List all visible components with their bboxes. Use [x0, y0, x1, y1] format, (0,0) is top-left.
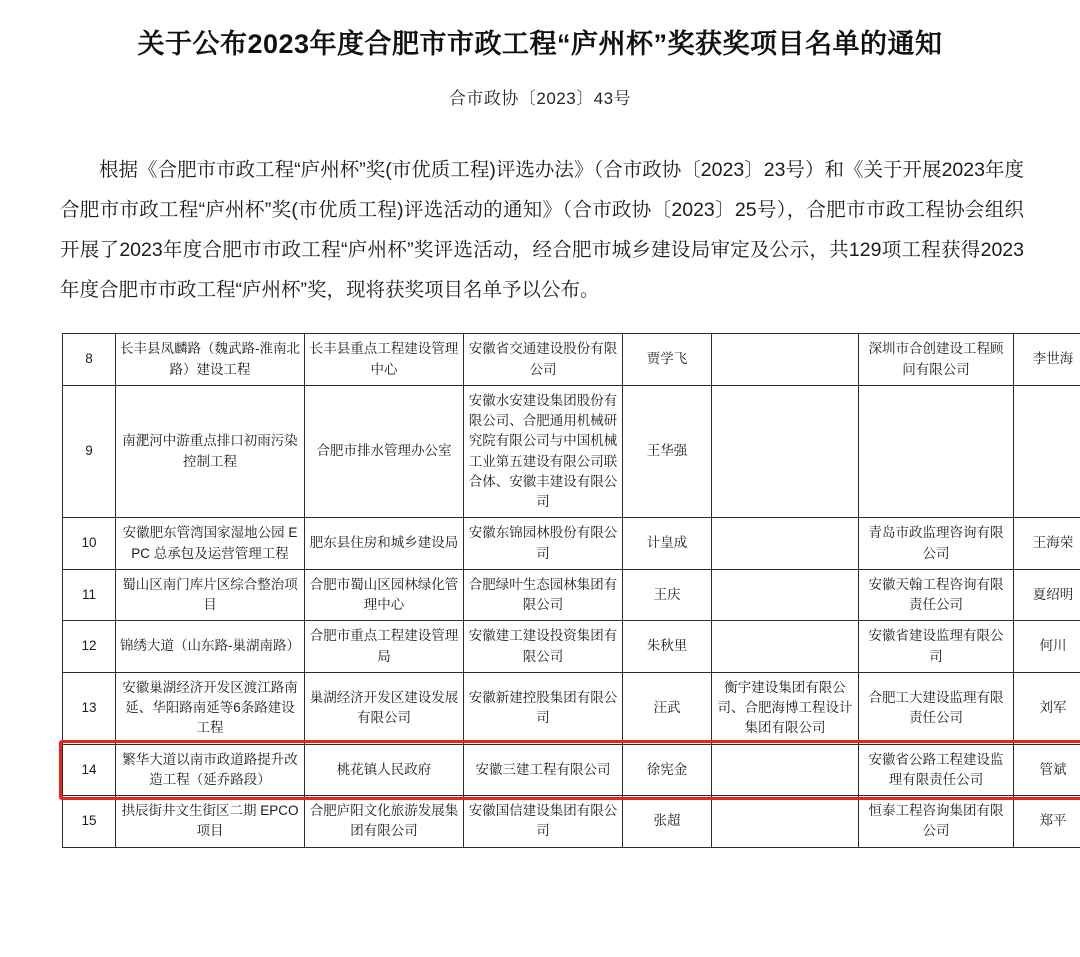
cell-person1: 汪武: [623, 672, 712, 744]
body-paragraph: 根据《合肥市市政工程“庐州杯”奖(市优质工程)评选办法》（合市政协〔2023〕23号）和《关于开展2023年度合肥市市政工程“庐州杯”奖(市优质工程)评选活动的通知》（合市政协〔2023〕25号），合肥市市政工程协会组织开展了2023年度合肥市市政工程“庐州杯”奖评选活动，经合肥市城乡建设局审定及公示，共129项工程获得2023年度合肥市市政工程“庐州杯”奖，现将获奖项目名单予以公布。: [60, 151, 1024, 311]
cell-unit: 肥东县住房和城乡建设局: [305, 518, 464, 570]
cell-unit: 桃花镇人民政府: [305, 744, 464, 796]
cell-person1: 贾学飞: [623, 334, 712, 386]
cell-index: 14: [63, 744, 116, 796]
cell-supervisor: 安徽省公路工程建设监理有限责任公司: [859, 744, 1014, 796]
table-row: [63, 621, 1080, 673]
cell-project: 南淝河中游重点排口初雨污染控制工程: [116, 385, 305, 518]
cell-project: 锦绣大道（山东路-巢湖南路）: [116, 621, 305, 673]
cell-unit: 合肥市蜀山区园林绿化管理中心: [305, 569, 464, 621]
cell-supervisor: 青岛市政监理咨询有限公司: [859, 518, 1014, 570]
cell-person3: [1014, 385, 1080, 518]
cell-constructor: 安徽三建工程有限公司: [464, 744, 623, 796]
document-body: [60, 151, 1024, 311]
cell-person3: 管斌: [1014, 744, 1080, 796]
cell-constructor: 合肥绿叶生态园林集团有限公司: [464, 569, 623, 621]
cell-person3: 何川: [1014, 621, 1080, 673]
cell-unit: 巢湖经济开发区建设发展有限公司: [305, 672, 464, 744]
cell-person2: [712, 796, 859, 848]
cell-person1: 王庆: [623, 569, 712, 621]
cell-person3: 王海荣: [1014, 518, 1080, 570]
cell-person2: [712, 334, 859, 386]
table-row: [63, 385, 1080, 518]
award-table-body: [63, 334, 1080, 847]
cell-person3: 夏绍明: [1014, 569, 1080, 621]
cell-project: 蜀山区南门库片区综合整治项目: [116, 569, 305, 621]
award-table-wrap: [62, 333, 1020, 847]
cell-project: 长丰县凤麟路（魏武路-淮南北路）建设工程: [116, 334, 305, 386]
table-row-highlighted: [63, 744, 1080, 796]
cell-supervisor: 安徽省建设监理有限公司: [859, 621, 1014, 673]
cell-supervisor: [859, 385, 1014, 518]
cell-supervisor: 深圳市合创建设工程顾问有限公司: [859, 334, 1014, 386]
cell-index: 10: [63, 518, 116, 570]
cell-person3: 刘军: [1014, 672, 1080, 744]
cell-supervisor: 合肥工大建设监理有限责任公司: [859, 672, 1014, 744]
cell-constructor: 安徽东锦园林股份有限公司: [464, 518, 623, 570]
cell-constructor: 安徽新建控股集团有限公司: [464, 672, 623, 744]
cell-index: 15: [63, 796, 116, 848]
table-row: [63, 518, 1080, 570]
cell-unit: 合肥市重点工程建设管理局: [305, 621, 464, 673]
cell-person1: 计皇成: [623, 518, 712, 570]
cell-unit: 长丰县重点工程建设管理中心: [305, 334, 464, 386]
cell-person2: [712, 518, 859, 570]
cell-index: 8: [63, 334, 116, 386]
cell-person1: 王华强: [623, 385, 712, 518]
cell-project: 安徽巢湖经济开发区渡江路南延、华阳路南延等6条路建设工程: [116, 672, 305, 744]
cell-person3: 郑平: [1014, 796, 1080, 848]
document-number: 合市政协〔2023〕43号: [0, 84, 1080, 109]
cell-person3: 李世海: [1014, 334, 1080, 386]
cell-constructor: 安徽建工建设投资集团有限公司: [464, 621, 623, 673]
cell-supervisor: 安徽天翰工程咨询有限责任公司: [859, 569, 1014, 621]
cell-supervisor: 恒泰工程咨询集团有限公司: [859, 796, 1014, 848]
table-row: [63, 672, 1080, 744]
cell-unit: 合肥庐阳文化旅游发展集团有限公司: [305, 796, 464, 848]
cell-index: 11: [63, 569, 116, 621]
cell-index: 9: [63, 385, 116, 518]
page-title: 关于公布2023年度合肥市市政工程“庐州杯”奖获奖项目名单的通知: [58, 26, 1022, 62]
cell-index: 13: [63, 672, 116, 744]
table-row: [63, 334, 1080, 386]
table-row: [63, 796, 1080, 848]
cell-person2: [712, 569, 859, 621]
cell-person2: [712, 744, 859, 796]
cell-person1: 徐宪金: [623, 744, 712, 796]
cell-constructor: 安徽国信建设集团有限公司: [464, 796, 623, 848]
cell-project: 繁华大道以南市政道路提升改造工程（延乔路段）: [116, 744, 305, 796]
cell-constructor: 安徽省交通建设股份有限公司: [464, 334, 623, 386]
table-row: [63, 569, 1080, 621]
cell-person2: [712, 621, 859, 673]
cell-person1: 朱秋里: [623, 621, 712, 673]
cell-person1: 张超: [623, 796, 712, 848]
award-table: [62, 333, 1080, 847]
cell-constructor: 安徽水安建设集团股份有限公司、合肥通用机械研究院有限公司与中国机械工业第五建设有限公司联合体、安徽丰建设有限公司: [464, 385, 623, 518]
cell-project: 安徽肥东管湾国家湿地公园 EPC 总承包及运营管理工程: [116, 518, 305, 570]
cell-unit: 合肥市排水管理办公室: [305, 385, 464, 518]
document-page: [0, 26, 1080, 957]
cell-person2: [712, 385, 859, 518]
cell-person2: 衡宇建设集团有限公司、合肥海博工程设计集团有限公司: [712, 672, 859, 744]
cell-project: 拱辰街井文生街区二期 EPCO 项目: [116, 796, 305, 848]
cell-index: 12: [63, 621, 116, 673]
